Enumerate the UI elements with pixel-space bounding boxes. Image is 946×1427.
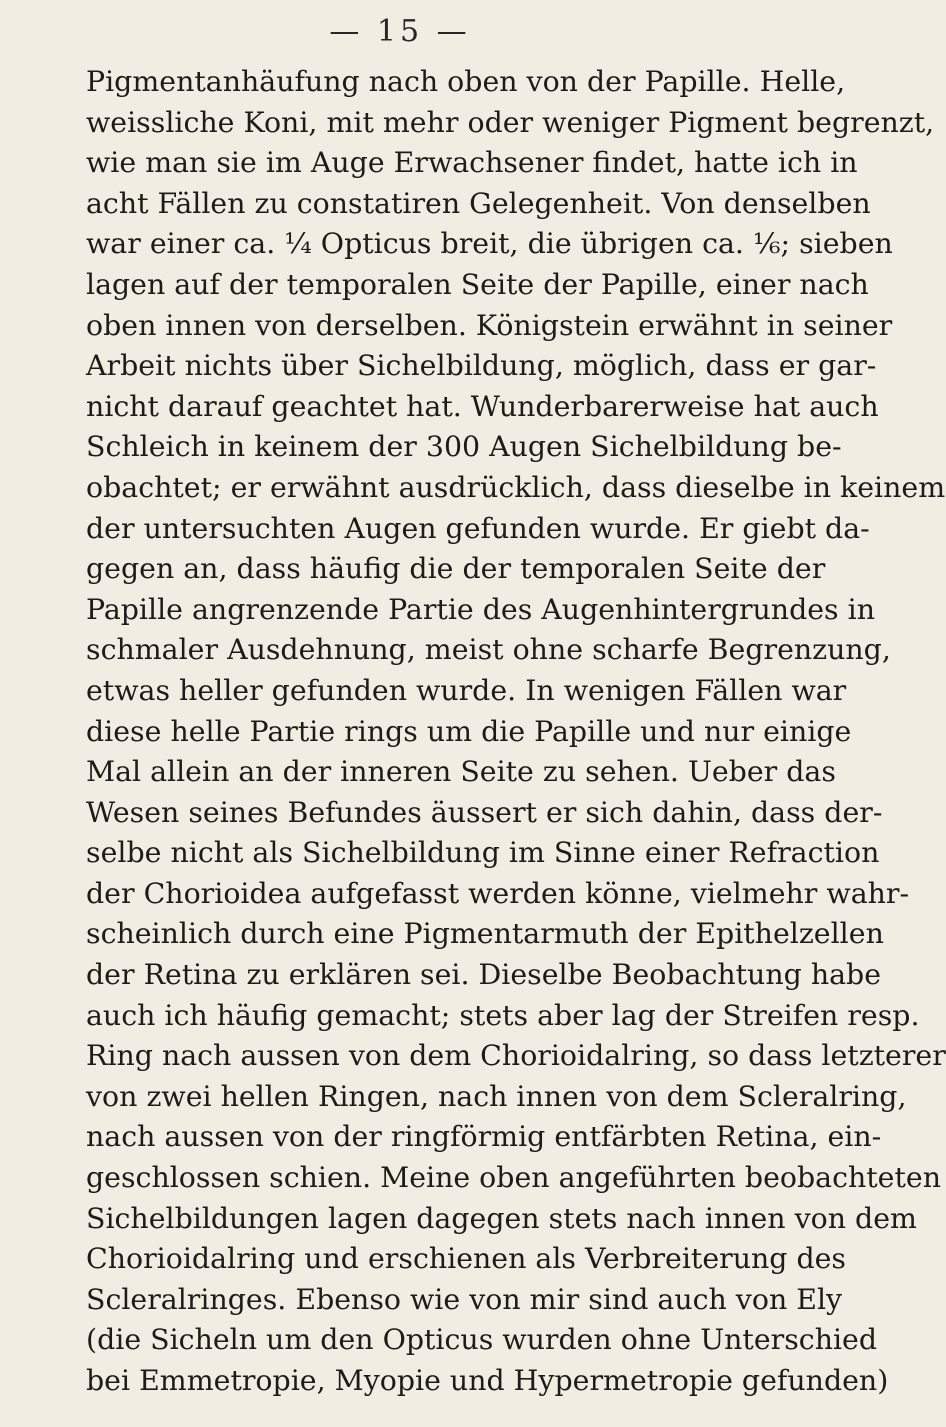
text-line: weissliche Koni, mit mehr oder weniger Pigment begrenzt, [86, 105, 935, 139]
text-line: geschlossen schien. Meine oben angeführten beobachteten [86, 1161, 941, 1195]
text-line: oben innen von derselben. Königstein erwähnt in seiner [86, 308, 893, 342]
page-number: — 15 — [329, 14, 471, 49]
text-line: lagen auf der temporalen Seite der Papille, einer nach [86, 267, 869, 301]
text-line: Scleralringes. Ebenso wie von mir sind auch von Ely [86, 1282, 843, 1316]
text-line: etwas heller gefunden wurde. In wenigen Fällen war [86, 673, 847, 707]
text-line: gegen an, dass häufig die der temporalen Seite der [86, 552, 826, 586]
text-line: scheinlich durch eine Pigmentarmuth der Epithelzellen [86, 917, 884, 951]
text-line: Schleich in keinem der 300 Augen Sichelbildung be- [86, 430, 842, 464]
text-line: Wesen seines Befundes äussert er sich dahin, dass der- [86, 795, 883, 829]
text-line: bei Emmetropie, Myopie und Hypermetropie gefunden) [86, 1364, 889, 1397]
text-line: nicht darauf geachtet hat. Wunderbarerweise hat auch [86, 389, 879, 423]
text-line: auch ich häufig gemacht; stets aber lag der Streifen resp. [86, 998, 920, 1032]
text-line: (die Sicheln um den Opticus wurden ohne Unterschied [86, 1323, 878, 1357]
text-line: Sichelbildungen lagen dagegen stets nach innen von dem [86, 1201, 917, 1235]
text-line: der Chorioidea aufgefasst werden könne, vielmehr wahr- [86, 876, 910, 910]
text-line: obachtet; er erwähnt ausdrücklich, dass dieselbe in keinem [86, 470, 946, 504]
text-line: Chorioidalring und erschienen als Verbreiterung des [86, 1242, 847, 1276]
text-line: Pigmentanhäufung nach oben von der Papille. Helle, [86, 65, 846, 98]
text-line: acht Fällen zu constatiren Gelegenheit. Von denselben [86, 186, 871, 220]
text-line: von zwei hellen Ringen, nach innen von dem Scleralring, [86, 1079, 907, 1113]
text-line: der Retina zu erklären sei. Dieselbe Beobachtung habe [86, 958, 882, 992]
text-line: wie man sie im Auge Erwachsener findet, hatte ich in [86, 146, 858, 180]
text-line: nach aussen von der ringförmig entfärbten Retina, ein- [86, 1120, 882, 1154]
body-text [86, 62, 946, 1402]
text-line: der untersuchten Augen gefunden wurde. Er giebt da- [86, 511, 870, 545]
text-line: war einer ca. ¼ Opticus breit, die übrigen ca. ⅙; sieben [86, 227, 893, 261]
text-line: Arbeit nichts über Sichelbildung, möglich, dass er gar- [86, 349, 877, 383]
text-line: schmaler Ausdehnung, meist ohne scharfe Begrenzung, [86, 633, 891, 667]
text-line: Ring nach aussen von dem Chorioidalring, so dass letzterer [86, 1039, 946, 1073]
text-line: Mal allein an der inneren Seite zu sehen. Ueber das [86, 755, 836, 789]
text-line: Papille angrenzende Partie des Augenhintergrundes in [86, 592, 876, 626]
text-line: diese helle Partie rings um die Papille und nur einige [86, 714, 852, 748]
text-line: selbe nicht als Sichelbildung im Sinne einer Refraction [86, 836, 880, 870]
